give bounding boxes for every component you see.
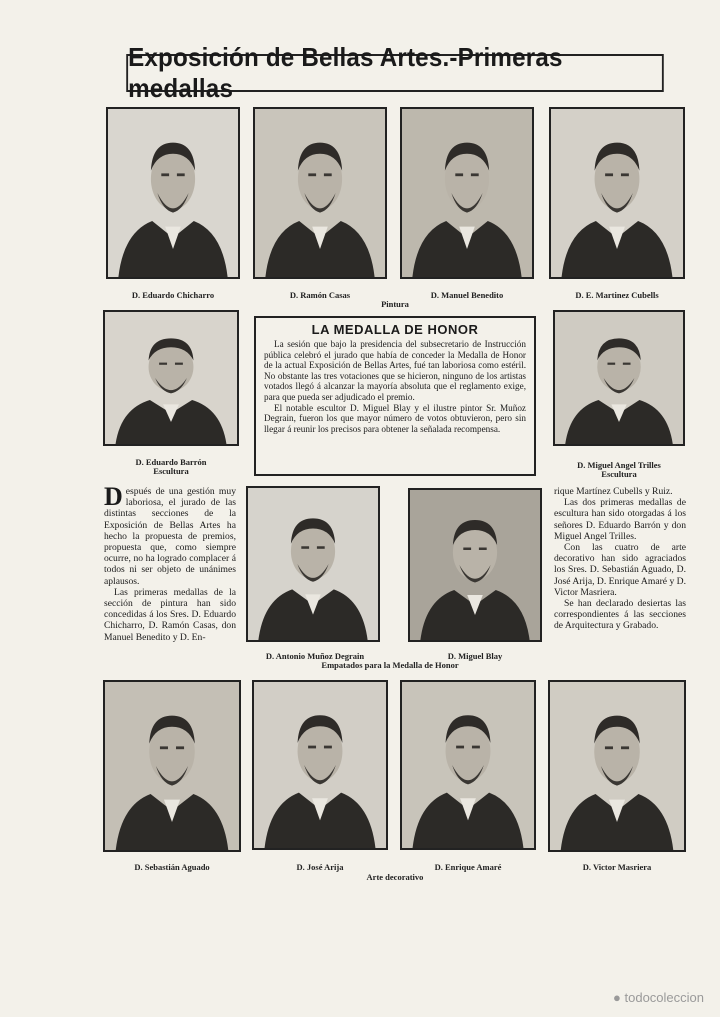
medal-box-title: LA MEDALLA DE HONOR [311, 322, 479, 337]
portrait-photo [549, 107, 685, 279]
portrait-silhouette [550, 682, 684, 850]
page-title-text: Exposición de Bellas Artes.-Primeras medallas [128, 42, 563, 103]
portrait-caption: D. Enrique Amaré [434, 862, 502, 872]
portrait-caption: D. Victor Masriera [582, 862, 652, 872]
portrait-caption: D. Eduardo Barrón [135, 457, 207, 467]
portrait-silhouette [105, 682, 239, 850]
portrait-silhouette [255, 109, 385, 277]
portrait-photo [253, 107, 387, 279]
article-paragraph: Las primeras medallas de la sección de pintura han sido concedidas á los Sres. D. Eduardo Chicharro, D. Ramón Casas, don Manuel Benedito y D. En- [104, 586, 236, 643]
portrait-silhouette [555, 312, 683, 444]
portrait-caption: D. E. Martinez Cubells [575, 290, 659, 300]
article-paragraph: rique Martínez Cubells y Ruiz. [554, 486, 673, 497]
portrait-photo [246, 486, 380, 642]
portrait-caption: D. Manuel Benedito [430, 290, 504, 300]
watermark-text: todocoleccion [624, 990, 704, 1005]
portrait-photo [106, 107, 240, 279]
portrait-photo [400, 107, 534, 279]
section-label-arte-decorativo: Arte decorativo [366, 872, 424, 882]
portrait-caption: D. Ramón Casas [289, 290, 351, 300]
section-label-escultura: Escultura [601, 469, 637, 479]
portrait-silhouette [254, 682, 386, 848]
article-paragraph: espués de una gestión muy laboriosa, el jurado de las distintas secciones de la Exposición de Bellas Artes ha hecho la propuesta de premios, propuesta que, como siempre ocurre, no ha logrado complacer á todos ni ser objeto de unánimes aplausos. [104, 486, 236, 587]
section-label-empatados: Empatados para la Medalla de Honor [321, 660, 459, 670]
article-paragraph: Con las cuatro de arte decorativo han sido agraciados los Sres. D. Sebastián Aguado, D. José Arija, D. Enrique Amaré y D. Victor Masriera. [554, 542, 686, 598]
portrait-silhouette [105, 312, 237, 444]
section-label-escultura: Escultura [153, 466, 189, 476]
article-left-column [104, 482, 236, 643]
section-label-pintura: Pintura [381, 299, 409, 309]
portrait-caption: D. Eduardo Chicharro [131, 290, 215, 300]
article-right-column [554, 486, 686, 632]
portrait-caption: D. José Arija [296, 862, 344, 872]
medal-box-paragraph: La sesión que bajo la presidencia del subsecretario de Instrucción pública celebró el jurado que había de conceder la Medalla de Honor de la actual Exposición de Bellas Artes, fué tan laboriosa como estéril. No obstante las tres votaciones que se hicieron, ninguno de los artistas votados llegó á alcanzar la mayoría absoluta que el reglamento exige, para que pueda ser adjudicado el premio. [264, 339, 526, 402]
portrait-silhouette [410, 490, 540, 640]
medal-box-paragraph: El notable escultor D. Miguel Blay y el ilustre pintor Sr. Muñoz Degrain, fueron los que mayor número de votos obtuvieron, pero sin llegar á reunir los precisos para obtener la señalada recompensa. [264, 402, 526, 434]
portrait-silhouette [402, 109, 532, 277]
portrait-photo [548, 680, 686, 852]
portrait-silhouette [402, 682, 534, 848]
portrait-caption: D. Miguel Angel Trilles [577, 460, 661, 470]
article-paragraph: Las dos primeras medallas de escultura han sido otorgadas á los señores D. Eduardo Barrón y don Miguel Angel Trilles. [554, 497, 686, 542]
page-title [126, 42, 664, 103]
article-paragraph: Se han declarado desiertas las correspondientes á las secciones de Arquitectura y Grabado. [554, 598, 686, 632]
watermark-icon: ● [613, 990, 621, 1005]
drop-cap: D [104, 482, 123, 511]
portrait-silhouette [248, 488, 378, 640]
portrait-photo [408, 488, 542, 642]
medal-of-honor-box [254, 316, 536, 476]
portrait-photo [103, 680, 241, 852]
portrait-photo [553, 310, 685, 446]
portrait-photo [400, 680, 536, 850]
portrait-caption: D. Antonio Muñoz Degrain [265, 651, 365, 661]
portrait-silhouette [551, 109, 683, 277]
watermark [613, 990, 704, 1005]
portrait-caption: D. Sebastián Aguado [134, 862, 210, 872]
portrait-caption: D. Miguel Blay [447, 651, 503, 661]
portrait-photo [103, 310, 239, 446]
portrait-photo [252, 680, 388, 850]
portrait-silhouette [108, 109, 238, 277]
